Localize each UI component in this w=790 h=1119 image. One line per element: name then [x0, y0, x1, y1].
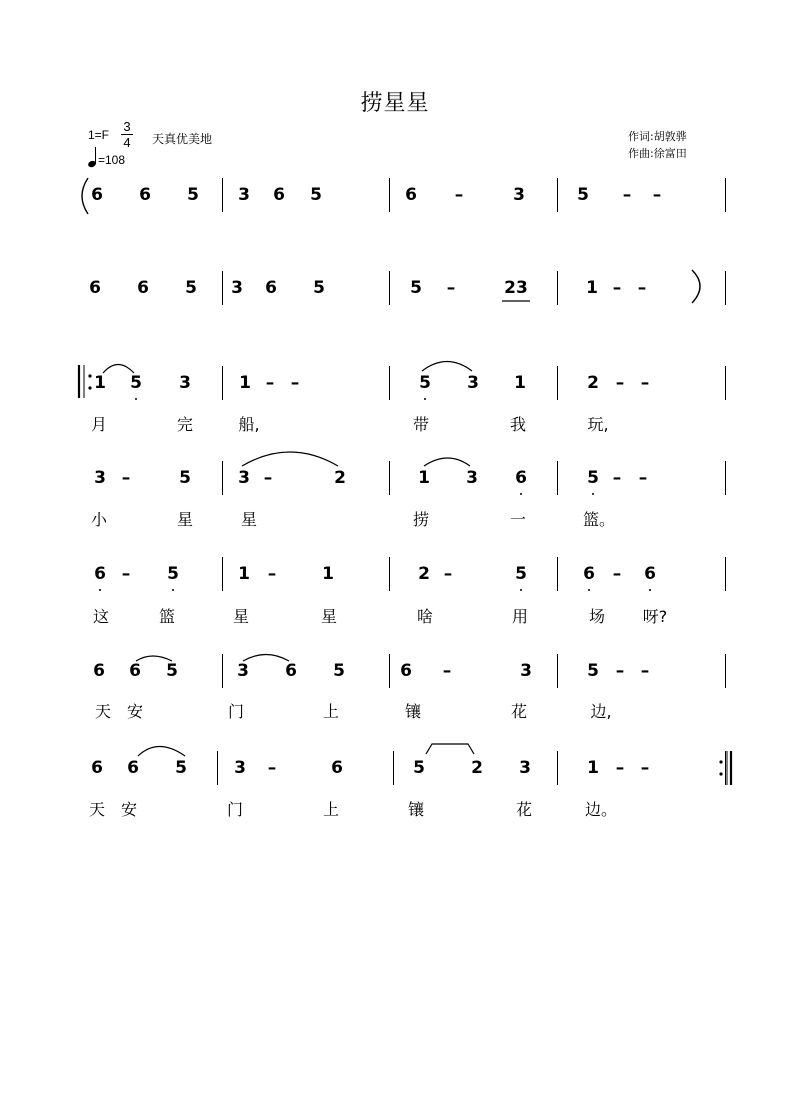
note: 3	[231, 278, 243, 298]
note: 3	[238, 185, 250, 205]
lyric-syllable: 边。	[584, 800, 618, 819]
slur	[138, 747, 185, 757]
barline	[557, 461, 558, 495]
note: 6	[273, 185, 285, 205]
lyric-syllable: 星	[320, 607, 338, 626]
note: 3	[467, 373, 479, 393]
dash-symbol: –	[637, 278, 647, 298]
lyric-syllable: 镶	[407, 800, 425, 819]
note: 6	[129, 661, 141, 681]
barline	[725, 461, 726, 495]
lyric-syllable: 这	[92, 607, 110, 626]
note: 5	[333, 661, 345, 681]
repeat-dot	[719, 760, 722, 763]
lyric-syllable: 上	[322, 702, 340, 721]
lyric-syllable: 场	[588, 607, 606, 626]
dash-symbol: –	[640, 373, 650, 393]
barline	[222, 557, 223, 591]
lyric-syllable: 玩,	[587, 415, 609, 434]
note: 1	[586, 278, 598, 298]
lyric-syllable: 用	[511, 607, 529, 626]
dash-symbol: –	[290, 373, 300, 393]
dash-symbol: –	[638, 468, 648, 488]
barline	[557, 654, 558, 688]
note: 6	[285, 661, 297, 681]
octave-dot	[99, 589, 101, 591]
dash-symbol: –	[454, 185, 464, 205]
dash-symbol: –	[446, 278, 456, 298]
dash-symbol: –	[612, 564, 622, 584]
note: 6	[137, 278, 149, 298]
barline	[557, 557, 558, 591]
note: 5	[515, 564, 527, 584]
lyric-syllable: 安	[126, 702, 144, 721]
note: 5	[577, 185, 589, 205]
note: 5	[179, 468, 191, 488]
barline	[557, 178, 558, 212]
slur	[242, 452, 338, 466]
dash-symbol: –	[640, 758, 650, 778]
barline	[222, 366, 223, 400]
phrase-open-bracket	[82, 178, 88, 214]
note: 1	[238, 564, 250, 584]
note: 3	[234, 758, 246, 778]
lyric-syllable: 啥	[416, 607, 434, 626]
time-signature-bottom: 4	[123, 135, 131, 150]
note: 6	[89, 278, 101, 298]
note: 6	[515, 468, 527, 488]
note: 1	[94, 373, 106, 393]
octave-dot	[520, 589, 522, 591]
dash-symbol: –	[640, 661, 650, 681]
octave-dot	[172, 589, 174, 591]
dash-symbol: –	[612, 468, 622, 488]
note: 3	[237, 661, 249, 681]
barline	[222, 271, 223, 305]
note: 2	[334, 468, 346, 488]
tempo-value: =108	[98, 153, 126, 167]
octave-dot	[520, 493, 522, 495]
note: 5	[313, 278, 325, 298]
barline	[557, 271, 558, 305]
dash-symbol: –	[267, 564, 277, 584]
note: 1	[514, 373, 526, 393]
note: 1	[322, 564, 334, 584]
octave-dot	[588, 589, 590, 591]
barline	[389, 178, 390, 212]
barline	[389, 461, 390, 495]
lyric-syllable: 天	[88, 800, 106, 819]
repeat-dot	[88, 374, 91, 377]
dash-symbol: –	[615, 661, 625, 681]
note: 6	[583, 564, 595, 584]
barline	[389, 654, 390, 688]
barline	[725, 557, 726, 591]
note: 5	[587, 468, 599, 488]
tempo-marking	[88, 147, 125, 167]
note: 5	[166, 661, 178, 681]
dash-symbol: –	[267, 758, 277, 778]
barline	[222, 654, 223, 688]
lyric-syllable: 月	[90, 415, 108, 434]
lyric-syllable: 安	[120, 800, 138, 819]
lyric-syllable: 天	[94, 702, 112, 721]
barline	[222, 178, 223, 212]
lyric-syllable: 门	[227, 702, 245, 721]
note: 3	[179, 373, 191, 393]
octave-dot	[592, 493, 594, 495]
time-signature	[120, 119, 134, 150]
dash-symbol: –	[622, 185, 632, 205]
note: 3	[513, 185, 525, 205]
note: 2	[418, 564, 430, 584]
tie-bracket	[426, 744, 474, 754]
lyric-syllable: 完	[176, 415, 194, 434]
barline	[222, 461, 223, 495]
lyricist-credit: 作词:胡敦骅	[628, 130, 687, 143]
lyric-syllable: 篮	[158, 607, 176, 626]
barline	[389, 271, 390, 305]
note: 2	[471, 758, 483, 778]
barline	[725, 271, 726, 305]
note: 6	[265, 278, 277, 298]
composer-credit: 作曲:徐富田	[628, 147, 687, 160]
note: 5	[587, 661, 599, 681]
barline	[389, 557, 390, 591]
barline	[725, 178, 726, 212]
note: 5	[185, 278, 197, 298]
note: 6	[91, 185, 103, 205]
octave-dot	[135, 398, 137, 400]
lyric-syllable: 星	[176, 510, 194, 529]
note: 6	[91, 758, 103, 778]
note: 5	[187, 185, 199, 205]
octave-dot	[424, 398, 426, 400]
note: 3	[466, 468, 478, 488]
note: 3	[94, 468, 106, 488]
lyric-syllable: 小	[90, 510, 108, 529]
expression-marking: 天真优美地	[152, 132, 213, 146]
repeat-dot	[719, 772, 722, 775]
note: 23	[504, 278, 528, 298]
note: 5	[310, 185, 322, 205]
dash-symbol: –	[443, 564, 453, 584]
repeat-dot	[88, 386, 91, 389]
song-title: 捞星星	[360, 91, 430, 116]
dash-symbol: –	[652, 185, 662, 205]
lyric-syllable: 镶	[404, 702, 422, 721]
note: 6	[127, 758, 139, 778]
note: 3	[238, 468, 250, 488]
slur	[103, 365, 134, 374]
phrase-close-bracket	[692, 270, 700, 303]
note: 5	[419, 373, 431, 393]
dash-symbol: –	[265, 373, 275, 393]
lyric-syllable: 上	[322, 800, 340, 819]
lyric-syllable: 边,	[590, 702, 612, 721]
note: 6	[139, 185, 151, 205]
note: 1	[587, 758, 599, 778]
note: 6	[93, 661, 105, 681]
barline	[725, 654, 726, 688]
lyric-syllable: 星	[232, 607, 250, 626]
dash-symbol: –	[121, 468, 131, 488]
barline	[725, 366, 726, 400]
barline	[725, 751, 726, 785]
lyric-syllable: 呀?	[642, 607, 668, 626]
time-signature-top: 3	[123, 119, 131, 134]
dash-symbol: –	[615, 373, 625, 393]
key-signature: 1=F	[88, 128, 110, 142]
barline	[217, 751, 218, 785]
note: 1	[418, 468, 430, 488]
dash-symbol: –	[612, 278, 622, 298]
slur	[424, 458, 470, 466]
lyric-syllable: 我	[509, 415, 527, 434]
note: 5	[130, 373, 142, 393]
note: 6	[331, 758, 343, 778]
lyric-syllable: 花	[510, 702, 528, 721]
note: 6	[400, 661, 412, 681]
lyric-syllable: 船,	[238, 415, 260, 434]
lyric-syllable: 一	[509, 510, 527, 529]
dash-symbol: –	[615, 758, 625, 778]
note: 5	[175, 758, 187, 778]
lyric-syllable: 篮。	[582, 510, 616, 529]
octave-dot	[649, 589, 651, 591]
barline	[389, 366, 390, 400]
slur	[422, 362, 472, 372]
note: 5	[167, 564, 179, 584]
lyric-syllable: 花	[515, 800, 533, 819]
note: 1	[239, 373, 251, 393]
barline	[393, 751, 394, 785]
slur	[243, 655, 289, 662]
lyric-syllable: 星	[240, 510, 258, 529]
lyric-syllable: 带	[412, 415, 430, 434]
note: 2	[587, 373, 599, 393]
note: 6	[405, 185, 417, 205]
dash-symbol: –	[263, 468, 273, 488]
note: 5	[410, 278, 422, 298]
barline	[557, 751, 558, 785]
note: 5	[413, 758, 425, 778]
dash-symbol: –	[442, 661, 452, 681]
barline	[557, 366, 558, 400]
note: 6	[644, 564, 656, 584]
lyric-syllable: 捞	[412, 510, 430, 529]
quarter-note-icon	[88, 147, 98, 167]
note: 3	[519, 758, 531, 778]
note: 6	[94, 564, 106, 584]
lyric-syllable: 门	[226, 800, 244, 819]
note: 3	[520, 661, 532, 681]
dash-symbol: –	[121, 564, 131, 584]
